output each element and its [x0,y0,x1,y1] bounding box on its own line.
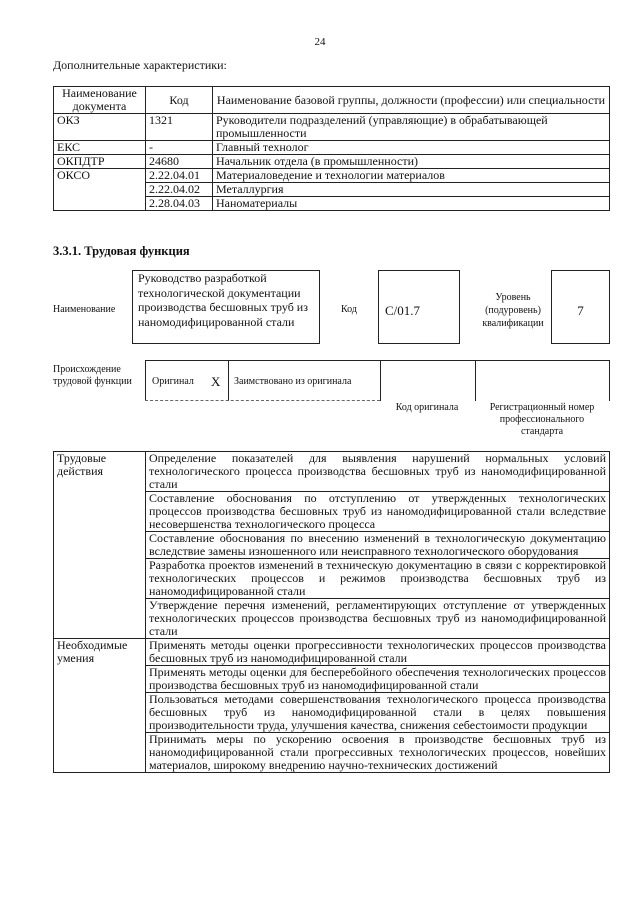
header-document-name: Наименование документа [54,87,146,114]
function-code-value: С/01.7 [378,270,460,344]
origin-row [145,360,610,401]
row-name: Металлургия [213,183,610,197]
origin-label: Происхождение трудовой функции [53,364,132,387]
classifier-table [53,86,610,211]
row-doc: ОКСО [54,169,146,211]
labor-action-item: Составление обоснования по отступлению от утвержденных технологических процессов производства бесшовных труб из наномодифицированной стали вследствие несовершенства технологического процесса [146,492,610,532]
additional-characteristics-title: Дополнительные характеристики: [53,58,227,72]
header-group-name: Наименование базовой группы, должности (профессии) или специальности [213,87,610,114]
function-name-value: Руководство разработкой технологической документации производства бесшовных труб из наномодифицированной стали [132,270,320,344]
original-code-caption: Код оригинала [395,402,459,413]
header-code: Код [146,87,213,114]
labor-action-item: Составление обоснования по внесению изменений в технологическую документацию вследствие замены изношенного или неисправного технологического оборудования [146,532,610,559]
name-label: Наименование [53,304,116,315]
table-row [54,155,610,169]
table-row [54,452,610,492]
code-label: Код [341,304,357,315]
qualification-level-value: 7 [551,270,610,344]
row-doc: ОКЗ [54,114,146,141]
row-name: Руководители подразделений (управляющие) в обрабатывающей промышленности [213,114,610,141]
origin-mark: X [211,374,221,389]
labor-action-item: Определение показателей для выявления нарушений нормальных условий технологического процесса производства бесшовных труб из наномодифицированной стали [146,452,610,492]
row-code: 1321 [146,114,213,141]
registration-number-caption: Регистрационный номер профессионального стандарта [489,402,595,437]
section-heading: 3.3.1. Трудовая функция [53,244,190,258]
table-row [54,114,610,141]
table-row [54,141,610,155]
skill-item: Принимать меры по ускорению освоения в производстве бесшовных труб из наномодифицированной стали прогрессивных технологических процессов, новейших материалов, широкому внедрению научно-технических достижений [146,733,610,773]
page-number: 24 [314,36,326,48]
labor-action-item: Утверждение перечня изменений, регламентирующих отступление от утвержденных технологических процессов производства бесшовных труб из наномодифицированной стали [146,599,610,639]
row-name: Начальник отдела (в промышленности) [213,155,610,169]
labor-actions-label: Трудовые действия [54,452,146,639]
required-skills-label: Необходимые умения [54,639,146,773]
skill-item: Применять методы оценки прогрессивности технологических процессов производства бесшовных труб из наномодифицированной стали [146,639,610,666]
labor-action-item: Разработка проектов изменений в техническую документацию в связи с корректировкой технологических процессов и режимов производства бесшовных труб из наномодифицированной стали [146,559,610,599]
actions-skills-table [53,451,610,773]
row-code: - [146,141,213,155]
qualification-level-label: Уровень (подуровень) квалификации [482,292,544,329]
table-row [54,639,610,666]
row-name: Главный технолог [213,141,610,155]
origin-borrowed: Заимствовано из оригинала [234,376,352,387]
row-code: 24680 [146,155,213,169]
row-code: 2.28.04.03 [146,197,213,211]
row-name: Наноматериалы [213,197,610,211]
table-row [54,169,610,183]
row-name: Материаловедение и технологии материалов [213,169,610,183]
skill-item: Применять методы оценки для бесперебойного обеспечения технологических процессов производства бесшовных труб из наномодифицированной стали [146,666,610,693]
origin-original: Оригинал [152,376,194,387]
classifier-header-row [54,87,610,114]
row-code: 2.22.04.02 [146,183,213,197]
skill-item: Пользоваться методами совершенствования технологического процесса производства бесшовных труб из наномодифицированной стали в целях повышения производительности труда, улучшения качества, снижения себестоимости продукции [146,693,610,733]
row-code: 2.22.04.01 [146,169,213,183]
row-doc: ОКПДТР [54,155,146,169]
row-doc: ЕКС [54,141,146,155]
